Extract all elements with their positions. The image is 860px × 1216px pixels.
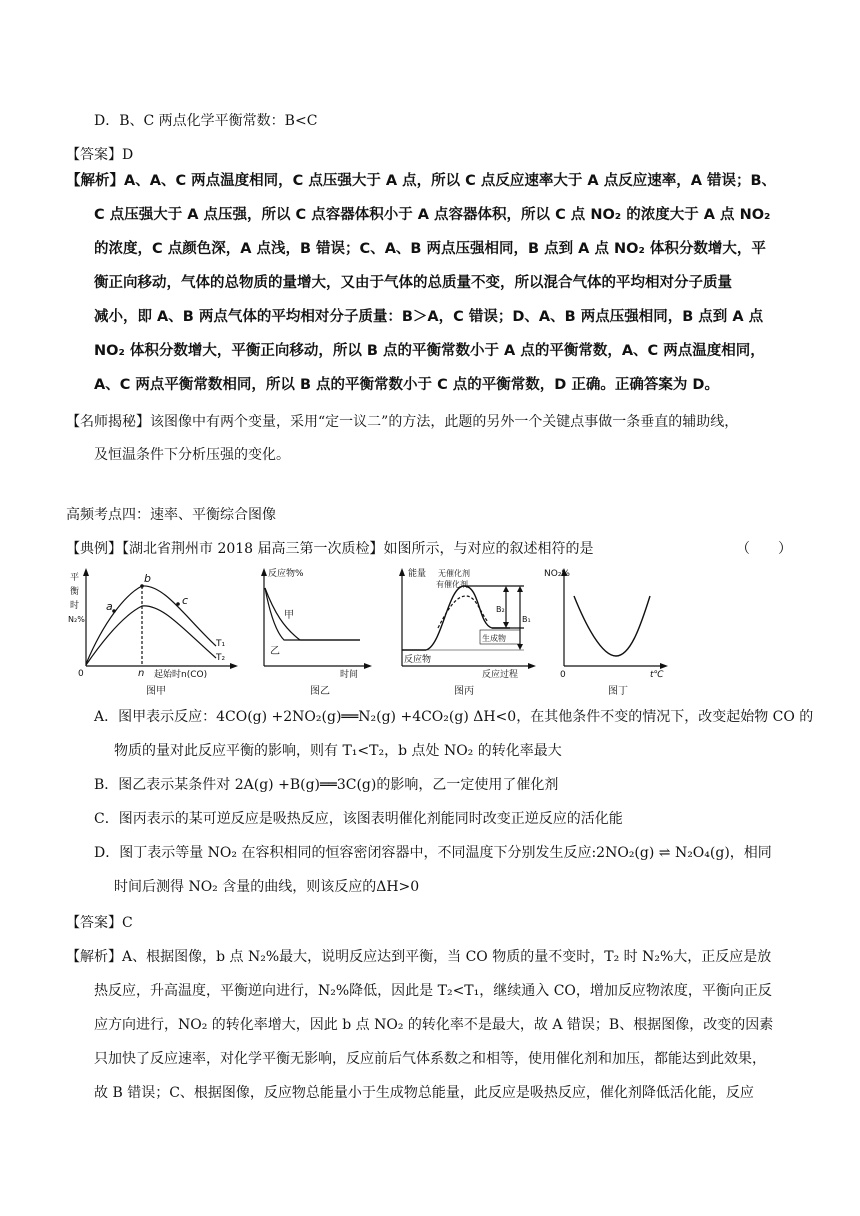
curve-yi [265,588,360,640]
figure-yi [256,566,376,704]
y-label-2: 衡 [70,587,80,597]
label-with-catalyst: 有催化剂 [436,580,468,589]
option-c: C．图丙表示的某可逆反应是吸热反应，该图表明催化剂能同时改变正逆反应的活化能 [94,811,623,827]
answer-blank: （ ） [736,541,792,557]
y-axis-label: 能量 [408,569,427,579]
answer: 【答案】C [66,915,133,931]
option-b: B．图乙表示某条件对 2A(g) +B(g)══3C(g)的影响，乙一定使用了催化剂 [94,777,559,793]
analysis-line: NO₂ 体积分数增大，平衡正向移动，所以 B 点的平衡常数小于 A 点的平衡常数，A、C 两点温度相同， [94,343,765,359]
analysis-line: A、C 两点平衡常数相同，所以 B 点的平衡常数小于 C 点的平衡常数，D 正确。正确答案为 D。 [94,377,719,393]
label-b1: B₁ [522,615,531,624]
option-a-cont: 物质的量对此反应平衡的影响，则有 T₁<T₂，b 点处 NO₂ 的转化率最大 [114,743,562,759]
point-b: b [144,572,151,585]
curve-no2 [574,596,650,656]
option-a: A．图甲表示反应：4CO(g) +2NO₂(g)══N₂(g) +4CO₂(g) ΔH<0，在其他条件不变的情况下，改变起始物 CO 的 [94,709,814,725]
figure-bing [398,566,538,704]
x-axis-label: t℃ [650,670,664,680]
option-d-cont: 时间后测得 NO₂ 含量的曲线，则该反应的ΔH>0 [114,879,420,895]
origin-label: 0 [78,669,84,679]
option-d-prev: D．B、C 两点化学平衡常数：B<C [94,113,318,129]
point-a: a [106,600,113,613]
analysis-line: 热反应，升高温度，平衡逆向进行，N₂%降低，因此是 T₂<T₁，继续通入 CO，增加反应物浓度，平衡向正反 [94,983,772,999]
caption-bing: 图丙 [454,686,474,697]
curve-jia [265,588,360,640]
tip-line: 【名师揭秘】该图像中有两个变量，采用“定一议二”的方法，此题的另外一个关键点事做一条垂直的辅助线， [66,414,739,430]
curve-t1 [86,606,216,665]
point-c: c [182,594,189,607]
y-axis-label: 反应物% [268,569,304,579]
curve-t2 [86,586,216,664]
x-axis-label: 反应过程 [482,670,519,680]
analysis-line: 【解析】A、根据图像，b 点 N₂%最大，说明反应达到平衡，当 CO 物质的量不变时，T₂ 时 N₂%大，正反应是放 [66,949,772,965]
analysis-line: 应方向进行，NO₂ 的转化率增大，因此 b 点 NO₂ 的转化率不是最大，故 A 错误；B、根据图像，改变的因素 [94,1017,774,1033]
figure-ding [544,566,676,704]
caption-yi: 图乙 [310,686,330,697]
label-t1: T₁ [216,639,226,649]
analysis-line: 的浓度，C 点颜色深，A 点浅，B 错误；C、A、B 两点压强相同，B 点到 A 点 NO₂ 体积分数增大，平 [94,241,766,257]
analysis-line: 衡正向移动，气体的总物质的量增大，又由于气体的总质量不变，所以混合气体的平均相对分子质量 [94,275,732,291]
label-no-catalyst: 无催化剂 [438,569,470,578]
caption-ding: 图丁 [608,686,628,697]
label-yi: 乙 [270,646,280,657]
label-product: 生成物 [482,634,506,643]
analysis-line: 【解析】A、A、C 两点温度相同，C 点压强大于 A 点，所以 C 点反应速率大于 A 点反应速率，A 错误；B、 [66,173,777,189]
n-label: n [138,668,145,679]
label-jia: 甲 [284,610,294,621]
label-b2: B₂ [496,605,505,614]
y-label-4: N₂% [68,615,85,624]
y-label-1: 平 [70,573,80,583]
caption-jia: 图甲 [146,686,166,697]
section-title: 高频考点四：速率、平衡综合图像 [66,507,276,523]
x-axis-label: 时间 [340,670,359,680]
option-d: D．图丁表示等量 NO₂ 在容积相同的恒容密闭容器中，不同温度下分别发生反应:2NO₂(g) ⇌ N₂O₄(g)，相同 [94,845,772,861]
y-label-3: 时 [70,601,80,611]
label-t2: T₂ [216,653,226,663]
origin-label: 0 [560,670,566,680]
question-stem: 【典例】【湖北省荆州市 2018 届高三第一次质检】如图所示，与对应的叙述相符的是 [66,541,594,557]
analysis-line: 故 B 错误；C、根据图像，反应物总能量小于生成物总能量，此反应是吸热反应，催化剂降低活化能，反应 [94,1085,754,1101]
answer-prev: 【答案】D [66,147,134,163]
tip-line: 及恒温条件下分析压强的变化。 [94,447,290,463]
analysis-line: 只加快了反应速率，对化学平衡无影响，反应前后气体系数之和相等，使用催化剂和加压，都能达到此效果， [94,1051,766,1067]
y-axis-label: NO₂% [544,569,570,579]
analysis-line: 减小，即 A、B 两点气体的平均相对分子质量：B＞A，C 错误；D、A、B 两点压强相同，B 点到 A 点 [94,309,764,325]
label-reactant: 反应物 [404,655,432,665]
figure-jia [68,566,246,704]
x-axis-label: 起始时n(CO) [154,670,208,680]
analysis-line: C 点压强大于 A 点压强，所以 C 点容器体积小于 A 点容器体积，所以 C 点 NO₂ 的浓度大于 A 点 NO₂ [94,207,771,223]
